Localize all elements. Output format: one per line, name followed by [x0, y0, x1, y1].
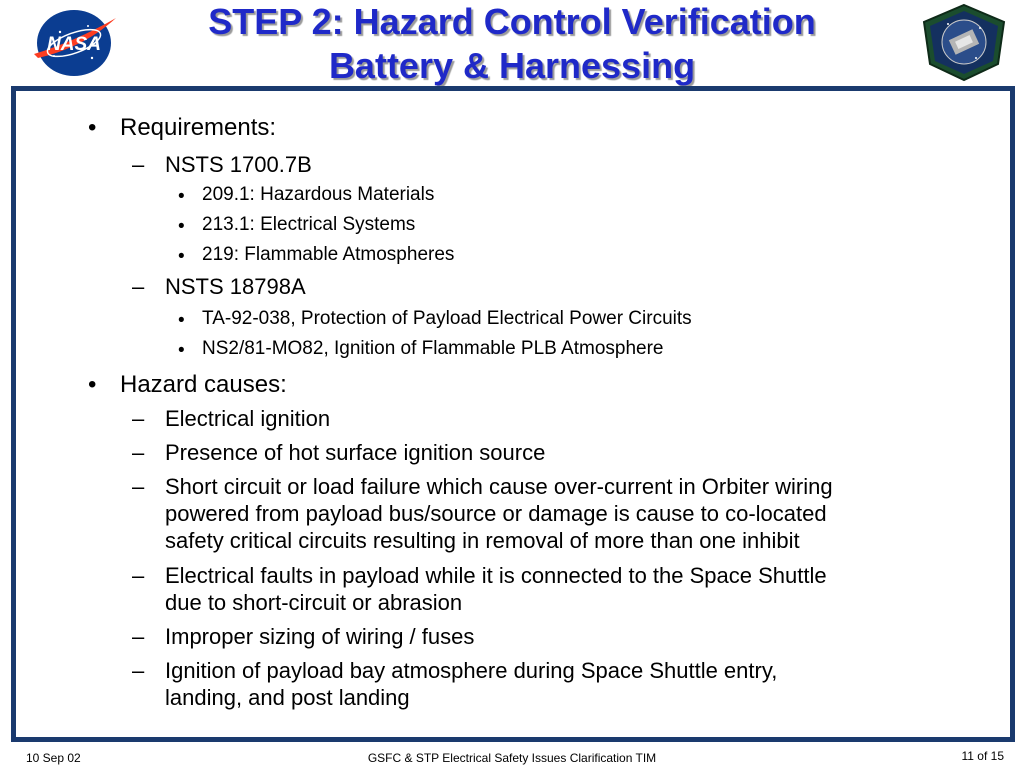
requirement-item: 209.1: Hazardous Materials — [202, 184, 435, 205]
bullet-icon: • — [88, 114, 97, 141]
content-frame — [11, 86, 1015, 742]
hazard-cause-item: landing, and post landing — [165, 685, 410, 710]
nasa-meatball-logo-icon — [30, 6, 118, 80]
bullet-icon: • — [178, 186, 185, 207]
hazard-cause-item: powered from payload bus/source or damage is cause to co-located — [165, 501, 827, 526]
dash-icon: – — [132, 274, 145, 299]
slide-title — [120, 0, 904, 88]
footer-date: 10 Sep 02 — [26, 751, 81, 765]
hazard-cause-item: safety critical circuits resulting in removal of more than one inhibit — [165, 528, 800, 553]
mission-patch-icon — [918, 2, 1010, 82]
nsts-1700-label: NSTS 1700.7B — [165, 152, 312, 177]
requirement-item: 219: Flammable Atmospheres — [202, 244, 455, 265]
bullet-icon: • — [178, 310, 185, 331]
hazard-cause-item: Short circuit or load failure which cause over-current in Orbiter wiring — [165, 474, 833, 499]
title-line-2: Battery & Harnessing — [328, 45, 696, 86]
hazard-cause-item: due to short-circuit or abrasion — [165, 590, 463, 615]
bullet-icon: • — [178, 340, 185, 361]
nsts-18798-label: NSTS 18798A — [165, 274, 306, 299]
footer-title: GSFC & STP Electrical Safety Issues Clarification TIM — [367, 751, 657, 765]
bullet-icon: • — [88, 371, 97, 398]
dash-icon: – — [132, 406, 145, 431]
dash-icon: – — [132, 563, 145, 588]
hazard-causes-heading: Hazard causes: — [120, 371, 287, 398]
bullet-icon: • — [178, 216, 185, 237]
title-line-1: STEP 2: Hazard Control Verification — [208, 1, 816, 42]
hazard-cause-item: Electrical ignition — [165, 406, 331, 431]
hazard-cause-item: Electrical faults in payload while it is connected to the Space Shuttle — [165, 563, 827, 588]
requirement-item: TA-92-038, Protection of Payload Electrical Power Circuits — [202, 308, 692, 329]
dash-icon: – — [132, 658, 145, 683]
hazard-cause-item: Improper sizing of wiring / fuses — [165, 624, 475, 649]
hazard-cause-item: Ignition of payload bay atmosphere during Space Shuttle entry, — [165, 658, 778, 683]
dash-icon: – — [132, 624, 145, 649]
dash-icon: – — [132, 440, 145, 465]
footer-page-number: 11 of 15 — [961, 749, 1004, 763]
slide-body — [16, 91, 1010, 737]
requirement-item: NS2/81-MO82, Ignition of Flammable PLB Atmosphere — [202, 338, 664, 359]
dash-icon: – — [132, 474, 145, 499]
svg-text:NASA: NASA — [47, 34, 101, 55]
hazard-cause-item: Presence of hot surface ignition source — [165, 440, 546, 465]
requirement-item: 213.1: Electrical Systems — [202, 214, 416, 235]
dash-icon: – — [132, 152, 145, 177]
requirements-heading: Requirements: — [120, 114, 277, 141]
bullet-icon: • — [178, 246, 185, 267]
